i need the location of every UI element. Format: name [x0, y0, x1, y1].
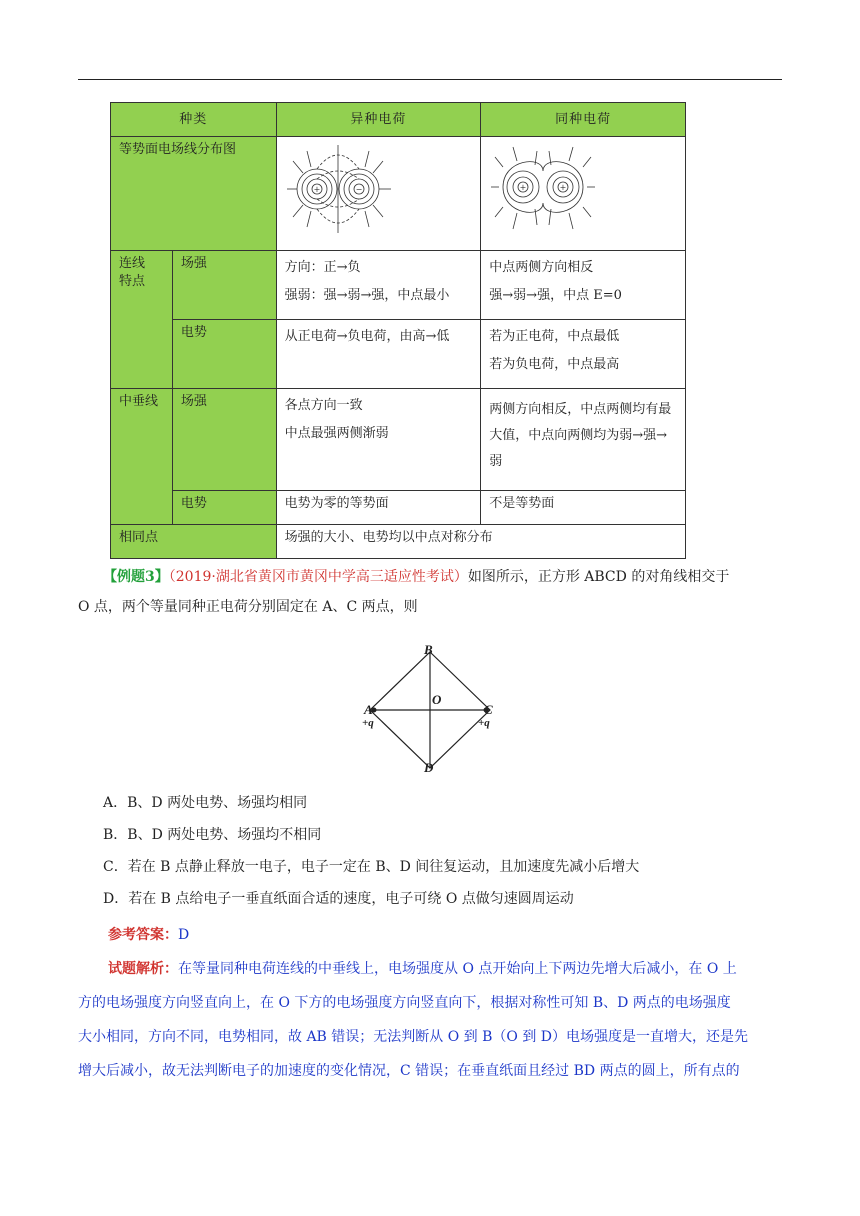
lianxian-label: 连线 特点 — [111, 251, 173, 389]
square-abcd-figure — [362, 640, 498, 776]
zhongchui-potential-same: 不是等势面 — [481, 491, 686, 525]
option-d: D．若在 B 点给电子一垂直纸面合适的速度，电子可绕 O 点做匀速圆周运动 — [103, 891, 574, 907]
header-kind: 种类 — [111, 103, 277, 137]
solution-label: 试题解析： — [108, 961, 178, 977]
opposite-charge-diagram-cell — [276, 137, 481, 251]
same-charges-field-diagram — [491, 141, 595, 237]
solution-line-3: 大小相同，方向不同，电势相同，故 AB 错误；无法判断从 O 到 B（O 到 D）电场强度是一直增大，还是先 — [78, 1029, 749, 1045]
lianxian-potential-same: 若为正电荷，中点最低 若为负电荷，中点最高 — [481, 320, 686, 389]
zhongchui-field-same: 两侧方向相反，中点两侧均有最大值，中点向两侧均为弱→强→弱 — [481, 389, 686, 491]
svg-text:+: + — [559, 183, 567, 192]
example-stem-line-1 — [103, 564, 793, 590]
charge-comparison-table — [110, 102, 686, 559]
example-stem-2: O 点，两个等量同种正电荷分别固定在 A、C 两点，则 — [78, 599, 418, 615]
header-opposite: 异种电荷 — [276, 103, 481, 137]
lianxian-potential-opposite: 从正电荷→负电荷，由高→低 — [276, 320, 481, 389]
label-c: C — [484, 702, 493, 717]
lianxian-potential-label: 电势 — [172, 320, 276, 389]
svg-text:+: + — [313, 185, 320, 194]
zhongchui-potential-label: 电势 — [172, 491, 276, 525]
option-c: C．若在 B 点静止释放一电子，电子一定在 B、D 间往复运动，且加速度先减小后增大 — [103, 859, 640, 875]
same-point-label: 相同点 — [111, 525, 277, 559]
label-a: A — [364, 702, 373, 717]
option-b: B．B、D 两处电势、场强均不相同 — [103, 827, 322, 843]
opposite-charges-field-diagram — [287, 141, 391, 237]
solution-line-4: 增大后减小，故无法判断电子的加速度的变化情况，C 错误；在垂直纸面且经过 BD 两点的圆上，所有点的 — [78, 1063, 740, 1079]
header-rule — [78, 79, 782, 80]
label-o: O — [432, 692, 442, 707]
same-point-text: 场强的大小、电势均以中点对称分布 — [276, 525, 685, 559]
lianxian-field-opposite: 方向：正→负 强弱：强→弱→强，中点最小 — [276, 251, 481, 320]
lianxian-field-same: 中点两侧方向相反 强→弱→强，中点 E=0 — [481, 251, 686, 320]
label-charge-a: +q — [362, 717, 374, 729]
zhongchui-potential-opposite: 电势为零的等势面 — [276, 491, 481, 525]
example-source: （2019·湖北省黄冈市黄冈中学高三适应性考试） — [168, 569, 468, 585]
answer-line — [108, 922, 189, 948]
svg-text:−: − — [355, 185, 362, 194]
example-stem-1: 如图所示，正方形 ABCD 的对角线相交于 — [467, 569, 730, 585]
answer-label: 参考答案： — [108, 927, 178, 943]
solution-line-1: 试题解析：在等量同种电荷连线的中垂线上，电场强度从 O 点开始向上下两边先增大后减小，在 O 上 — [108, 961, 737, 977]
same-charge-diagram-cell — [481, 137, 686, 251]
header-same: 同种电荷 — [481, 103, 686, 137]
answer-value: D — [178, 927, 190, 943]
zhongchui-label: 中垂线 — [111, 389, 173, 525]
zhongchui-field-opposite: 各点方向一致 中点最强两侧渐弱 — [276, 389, 481, 491]
solution-line-2: 方的电场强度方向竖直向上，在 O 下方的电场强度方向竖直向下，根据对称性可知 B、D 两点的电场强度 — [78, 995, 731, 1011]
svg-text:+: + — [519, 183, 527, 192]
option-a: A．B、D 两处电势、场强均相同 — [103, 795, 308, 811]
label-d: D — [424, 760, 434, 775]
zhongchui-field-label: 场强 — [172, 389, 276, 491]
lianxian-field-label: 场强 — [172, 251, 276, 320]
diagram-row-label: 等势面电场线分布图 — [111, 137, 277, 251]
example-tag: 【例题3】 — [103, 569, 169, 585]
label-b: B — [424, 642, 433, 657]
label-charge-c: +q — [478, 717, 490, 729]
